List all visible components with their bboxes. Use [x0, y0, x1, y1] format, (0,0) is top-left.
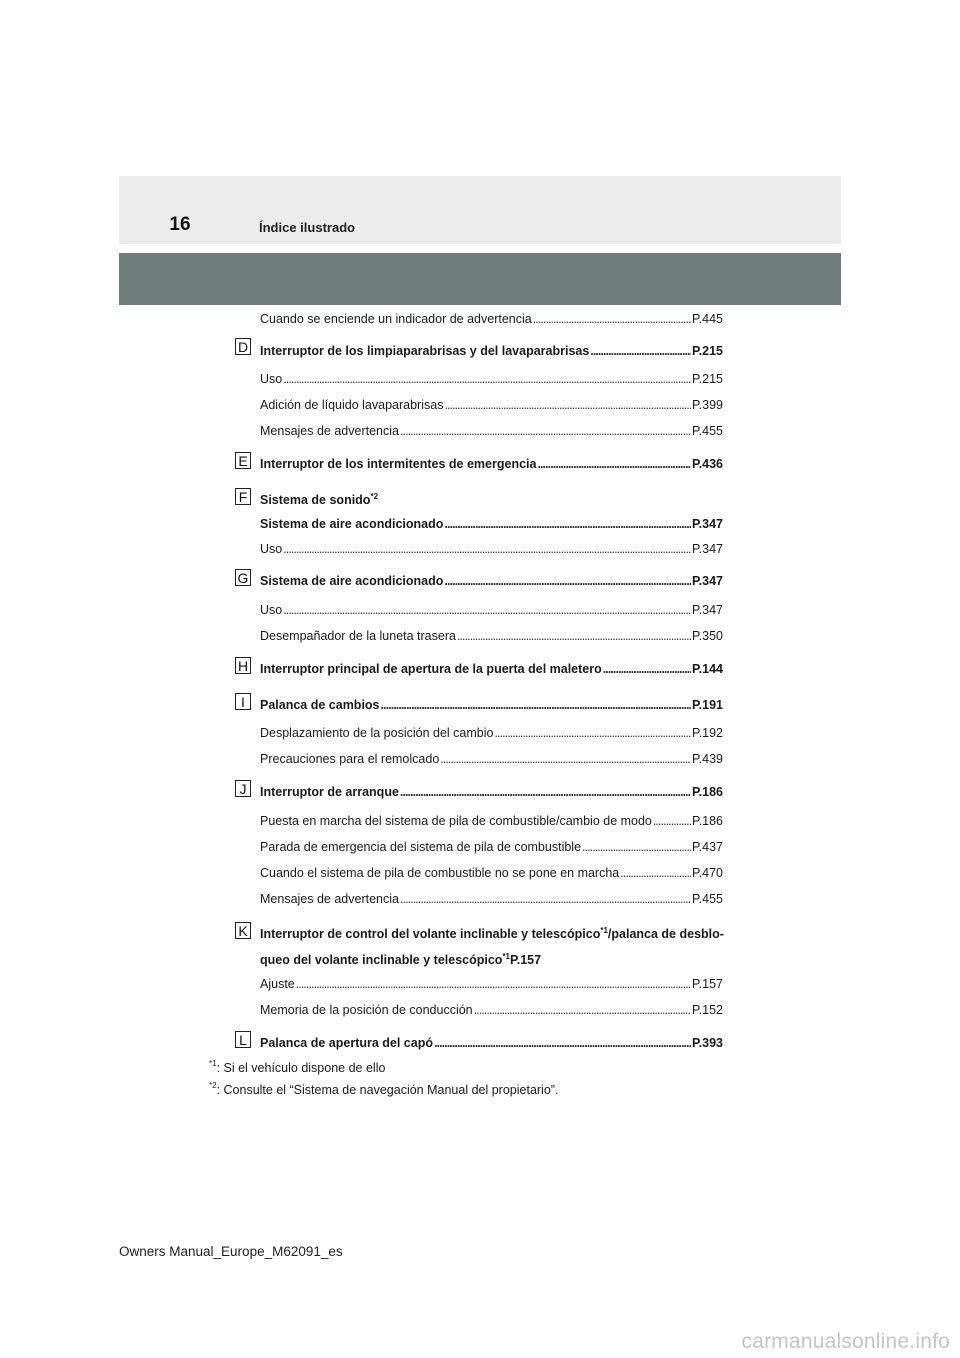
header-bar: [119, 176, 841, 244]
index-entry-steering-line1[interactable]: Interruptor de control del volante inclinable y telescópico$^{*1}$/palanca de desblo-: [260, 926, 724, 941]
index-entry[interactable]: Mensajes de advertencia . . . P.455: [260, 423, 723, 439]
index-entry[interactable]: Ajuste . . . P.157: [260, 976, 723, 992]
section-letter-f: F: [235, 488, 251, 505]
index-entry[interactable]: Cuando el sistema de pila de combustible no se pone en marcha . . . P.470: [260, 865, 723, 881]
section-letter-j: J: [235, 780, 251, 797]
index-entry[interactable]: Interruptor de los intermitentes de emergencia . . . P.436: [260, 456, 723, 472]
index-entry[interactable]: Memoria de la posición de conducción . . . P.152: [260, 1002, 723, 1018]
index-entry[interactable]: Desplazamiento de la posición del cambio . . . P.192: [260, 725, 723, 741]
section-letter-l: L: [235, 1031, 251, 1048]
index-entry[interactable]: Mensajes de advertencia . . . P.455: [260, 891, 723, 907]
index-entry[interactable]: Interruptor de arranque . . . P.186: [260, 784, 723, 800]
index-entry[interactable]: Adición de líquido lavaparabrisas . . . P.399: [260, 397, 723, 413]
index-entry-sound-system[interactable]: Sistema de sonido$^{*2}$: [260, 492, 379, 507]
page-number: 16: [169, 214, 191, 235]
section-title: Índice ilustrado: [259, 220, 356, 235]
document-footer: Owners Manual_Europe_M62091_es: [119, 1244, 343, 1259]
footnote-2: $^{*2}$: Consulte el “Sistema de navegación Manual del propietario”.: [209, 1081, 559, 1097]
index-entry[interactable]: Uso . . . P.215: [260, 371, 723, 387]
footnote-1: $^{*1}$: Si el vehículo dispone de ello: [209, 1059, 386, 1075]
index-entry[interactable]: Precauciones para el remolcado . . . P.439: [260, 751, 723, 767]
section-letter-h: H: [235, 657, 251, 674]
index-entry[interactable]: Desempañador de la luneta trasera . . . P.350: [260, 628, 723, 644]
section-letter-k: K: [235, 922, 251, 939]
section-letter-e: E: [235, 452, 251, 469]
index-entry[interactable]: Interruptor de los limpiaparabrisas y del lavaparabrisas . . . P.215: [260, 343, 723, 359]
index-entry[interactable]: Sistema de aire acondicionado . . . P.347: [260, 573, 723, 589]
index-entry-steering-line2[interactable]: queo del volante inclinable y telescópico$^{*1}$P.157: [260, 952, 542, 967]
index-entry[interactable]: Sistema de aire acondicionado . . . P.347: [260, 516, 723, 532]
section-letter-i: I: [235, 693, 251, 710]
index-entry[interactable]: Uso . . . P.347: [260, 541, 723, 557]
index-entry[interactable]: Puesta en marcha del sistema de pila de combustible/cambio de modo . . . P.186: [260, 813, 723, 829]
index-entry[interactable]: Parada de emergencia del sistema de pila de combustible . . . P.437: [260, 839, 723, 855]
index-entry[interactable]: Palanca de cambios . . . P.191: [260, 697, 723, 713]
index-entry[interactable]: Interruptor principal de apertura de la puerta del maletero . . . P.144: [260, 661, 723, 677]
index-entry[interactable]: Uso . . . P.347: [260, 602, 723, 618]
section-band: [119, 253, 841, 305]
section-letter-g: G: [235, 569, 251, 586]
index-entry[interactable]: Palanca de apertura del capó . . . P.393: [260, 1035, 723, 1051]
index-entry[interactable]: Cuando se enciende un indicador de advertencia . . . P.445: [260, 311, 723, 327]
section-letter-d: D: [235, 338, 251, 355]
watermark: carmanualsonline.info: [741, 1330, 950, 1353]
